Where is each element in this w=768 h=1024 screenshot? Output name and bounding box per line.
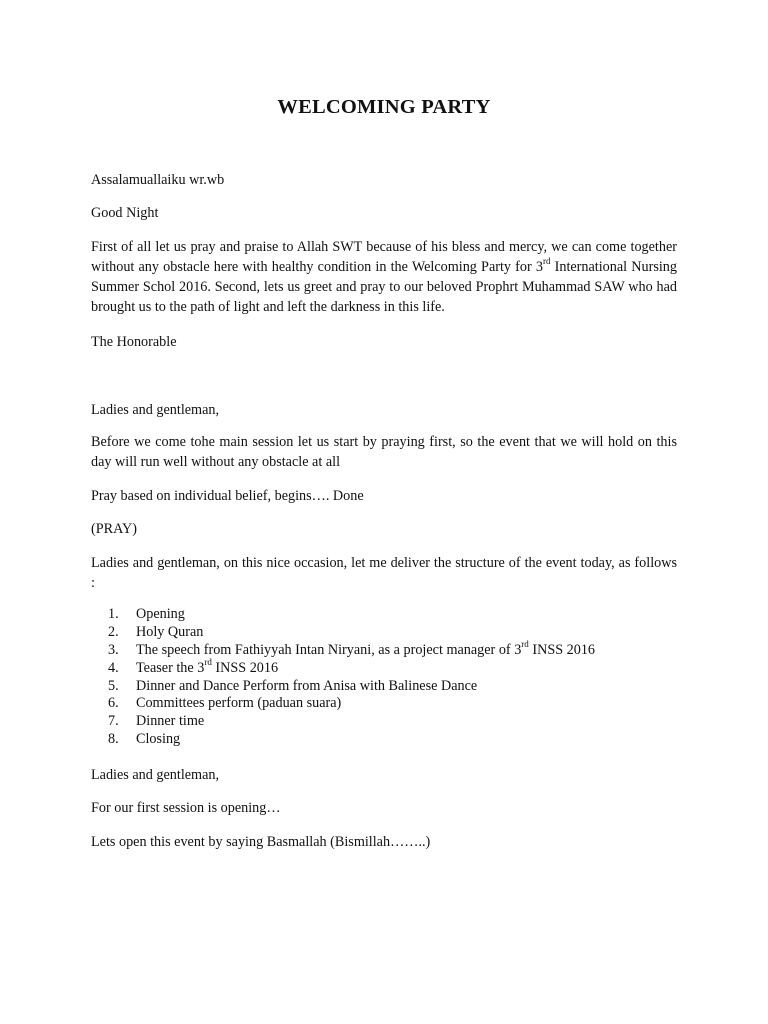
agenda-item	[108, 695, 668, 713]
honorable-text: The Honorable	[91, 334, 177, 350]
pray-text: (PRAY)	[91, 521, 137, 537]
agenda-superscript: rd	[521, 639, 529, 650]
ladies-gentleman-text-2: Ladies and gentleman,	[91, 767, 220, 783]
agenda-item	[108, 656, 668, 678]
main-session-paragraph: Before we come tohe main session let us start by praying first, so the event that we will hold on this day will run well without any obstacle at all	[91, 434, 677, 470]
agenda-text: Teaser the 3	[136, 659, 205, 676]
agenda-item	[108, 624, 668, 642]
agenda-text: Dinner and Dance Perform from Anisa with Balinese Dance	[136, 677, 478, 694]
agenda-text: Committees perform (paduan suara)	[136, 695, 342, 712]
agenda-item	[108, 639, 668, 660]
agenda-list	[108, 606, 668, 749]
intro-text-part1: First of all let us pray and praise to Allah SWT because of his bless and mercy, we can come together without any obstacle here with healthy condition in the Welcoming Party for 3	[91, 239, 677, 275]
first-session-text: For our first session is opening…	[91, 800, 281, 816]
agenda-text-after: INSS 2016	[528, 641, 596, 658]
pray-based-text: Pray based on individual belief, begins…. Done	[91, 488, 364, 504]
agenda-number: 5.	[108, 677, 119, 694]
agenda-item	[108, 606, 668, 624]
structure-paragraph: Ladies and gentleman, on this nice occasion, let me deliver the structure of the event today, as follows :	[91, 555, 677, 591]
agenda-number: 2.	[108, 623, 119, 640]
agenda-number: 1.	[108, 606, 119, 622]
agenda-item	[108, 731, 668, 749]
agenda-number: 8.	[108, 731, 119, 748]
agenda-number: 3.	[108, 641, 119, 658]
agenda-item	[108, 678, 668, 696]
agenda-number: 4.	[108, 659, 119, 676]
agenda-superscript: rd	[204, 656, 212, 667]
good-night-text: Good Night	[91, 205, 159, 221]
agenda-item	[108, 713, 668, 731]
agenda-text-after: INSS 2016	[211, 659, 279, 676]
agenda-text: The speech from Fathiyyah Intan Niryani, as a project manager of 3	[136, 641, 522, 658]
document-title: WELCOMING PARTY	[277, 96, 491, 118]
agenda-text: Holy Quran	[136, 623, 204, 640]
open-event-text: Lets open this event by saying Basmallah (Bismillah……..)	[91, 834, 431, 850]
agenda-text: Dinner time	[136, 713, 205, 730]
agenda-text: Opening	[136, 606, 185, 622]
greeting-text: Assalamuallaiku wr.wb	[91, 172, 225, 188]
intro-superscript: rd	[542, 256, 551, 267]
agenda-number: 6.	[108, 695, 119, 712]
agenda-text: Closing	[136, 731, 181, 748]
intro-paragraph	[91, 237, 677, 317]
intro-text-part2: International Nursing Summer Schol 2016. Second, lets us greet and pray to our beloved Prophrt Muhammad SAW who had brought us to the path of light and left the darkness in this life.	[91, 259, 677, 315]
ladies-gentleman-text-1: Ladies and gentleman,	[91, 402, 220, 418]
agenda-number: 7.	[108, 713, 119, 730]
